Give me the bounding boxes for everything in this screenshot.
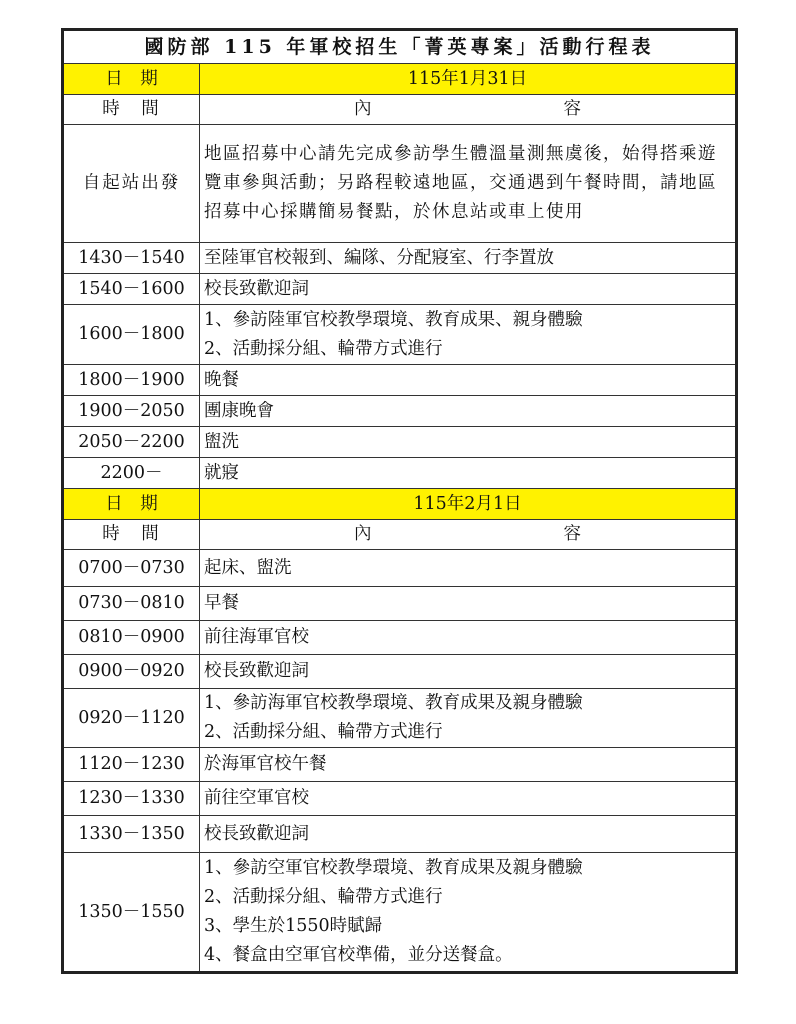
content-line: 早餐 bbox=[204, 593, 239, 613]
schedule-row bbox=[63, 689, 737, 748]
schedule-row bbox=[63, 396, 737, 427]
time-cell: 0700－0730 bbox=[63, 550, 200, 587]
time-cell: 0900－0920 bbox=[63, 655, 200, 689]
content-cell bbox=[200, 550, 737, 587]
content-line: 盥洗 bbox=[204, 431, 239, 452]
schedule-row bbox=[63, 305, 737, 365]
content-line: 於海軍官校午餐 bbox=[204, 754, 327, 774]
time-header: 時 間 bbox=[63, 95, 200, 125]
time-cell: 自起站出發 bbox=[63, 125, 200, 243]
date-label: 日 期 bbox=[63, 64, 200, 95]
content-cell bbox=[200, 243, 737, 274]
schedule-body bbox=[63, 30, 737, 973]
time-header: 時 間 bbox=[63, 520, 200, 550]
schedule-row bbox=[63, 655, 737, 689]
schedule-row bbox=[63, 365, 737, 396]
content-cell bbox=[200, 305, 737, 365]
content-line: 2、活動採分組、輪帶方式進行 bbox=[204, 887, 443, 907]
schedule-row bbox=[63, 427, 737, 458]
content-header bbox=[200, 520, 737, 550]
time-cell: 1900－2050 bbox=[63, 396, 200, 427]
schedule-row bbox=[63, 243, 737, 274]
time-cell: 1330－1350 bbox=[63, 816, 200, 853]
schedule-table bbox=[61, 28, 738, 974]
content-line: 前往海軍官校 bbox=[204, 627, 309, 647]
content-cell bbox=[200, 125, 737, 243]
content-line: 1、參訪陸軍官校教學環境、教育成果、親身體驗 bbox=[204, 309, 583, 330]
time-cell: 1350－1550 bbox=[63, 853, 200, 973]
time-cell: 0920－1120 bbox=[63, 689, 200, 748]
content-cell bbox=[200, 365, 737, 396]
content-header-text: 內 容 bbox=[354, 99, 581, 119]
day1-header-row bbox=[63, 95, 737, 125]
date-label: 日 期 bbox=[63, 489, 200, 520]
content-cell bbox=[200, 689, 737, 748]
schedule-row bbox=[63, 550, 737, 587]
content-cell bbox=[200, 274, 737, 305]
content-line: 就寢 bbox=[204, 462, 239, 483]
title-row bbox=[63, 30, 737, 64]
time-cell: 0810－0900 bbox=[63, 621, 200, 655]
time-cell: 0730－0810 bbox=[63, 587, 200, 621]
schedule-row bbox=[63, 125, 737, 243]
content-cell bbox=[200, 427, 737, 458]
day2-date-row bbox=[63, 489, 737, 520]
schedule-row bbox=[63, 587, 737, 621]
content-header bbox=[200, 95, 737, 125]
content-line: 地區招募中心請先完成參訪學生體溫量測無虞後，始得搭乘遊覽車參與活動；另路程較遠地區，交通遇到午餐時間，請地區招募中心採購簡易餐點，於休息站或車上使用 bbox=[204, 144, 717, 222]
day1-date-row bbox=[63, 64, 737, 95]
time-cell: 1600－1800 bbox=[63, 305, 200, 365]
content-line: 前往空軍官校 bbox=[204, 788, 309, 808]
schedule-row bbox=[63, 274, 737, 305]
time-cell: 1800－1900 bbox=[63, 365, 200, 396]
content-cell bbox=[200, 621, 737, 655]
schedule-row bbox=[63, 458, 737, 489]
content-line: 校長致歡迎詞 bbox=[204, 278, 309, 299]
schedule-row bbox=[63, 816, 737, 853]
time-cell: 1120－1230 bbox=[63, 748, 200, 782]
content-line: 校長致歡迎詞 bbox=[204, 661, 309, 681]
content-cell bbox=[200, 396, 737, 427]
content-line: 1、參訪空軍官校教學環境、教育成果及親身體驗 bbox=[204, 858, 583, 878]
schedule-row bbox=[63, 621, 737, 655]
content-cell bbox=[200, 853, 737, 973]
content-header-text: 內 容 bbox=[354, 524, 581, 544]
content-line: 起床、盥洗 bbox=[204, 557, 292, 578]
time-cell: 1230－1330 bbox=[63, 782, 200, 816]
content-line: 團康晚會 bbox=[204, 400, 274, 421]
content-line: 2、活動採分組、輪帶方式進行 bbox=[204, 338, 443, 359]
date-value: 115年2月1日 bbox=[200, 489, 737, 520]
content-cell bbox=[200, 655, 737, 689]
content-line: 校長致歡迎詞 bbox=[204, 823, 309, 844]
content-cell bbox=[200, 782, 737, 816]
content-cell bbox=[200, 587, 737, 621]
schedule-row bbox=[63, 782, 737, 816]
time-cell: 1540－1600 bbox=[63, 274, 200, 305]
content-line: 3、學生於1550時賦歸 bbox=[204, 916, 383, 936]
day2-header-row bbox=[63, 520, 737, 550]
content-cell bbox=[200, 748, 737, 782]
content-line: 晚餐 bbox=[204, 369, 239, 390]
date-value: 115年1月31日 bbox=[200, 64, 737, 95]
content-line: 至陸軍官校報到、編隊、分配寢室、行李置放 bbox=[204, 247, 554, 268]
schedule-row bbox=[63, 748, 737, 782]
content-line: 2、活動採分組、輪帶方式進行 bbox=[204, 722, 443, 742]
content-cell bbox=[200, 458, 737, 489]
content-line: 1、參訪海軍官校教學環境、教育成果及親身體驗 bbox=[204, 693, 583, 713]
time-cell: 1430－1540 bbox=[63, 243, 200, 274]
schedule-row bbox=[63, 853, 737, 973]
time-cell: 2050－2200 bbox=[63, 427, 200, 458]
time-cell: 2200－ bbox=[63, 458, 200, 489]
document-title: 國防部 115 年軍校招生「菁英專案」活動行程表 bbox=[63, 30, 737, 64]
content-cell bbox=[200, 816, 737, 853]
content-line: 4、餐盒由空軍官校準備，並分送餐盒。 bbox=[204, 945, 513, 965]
